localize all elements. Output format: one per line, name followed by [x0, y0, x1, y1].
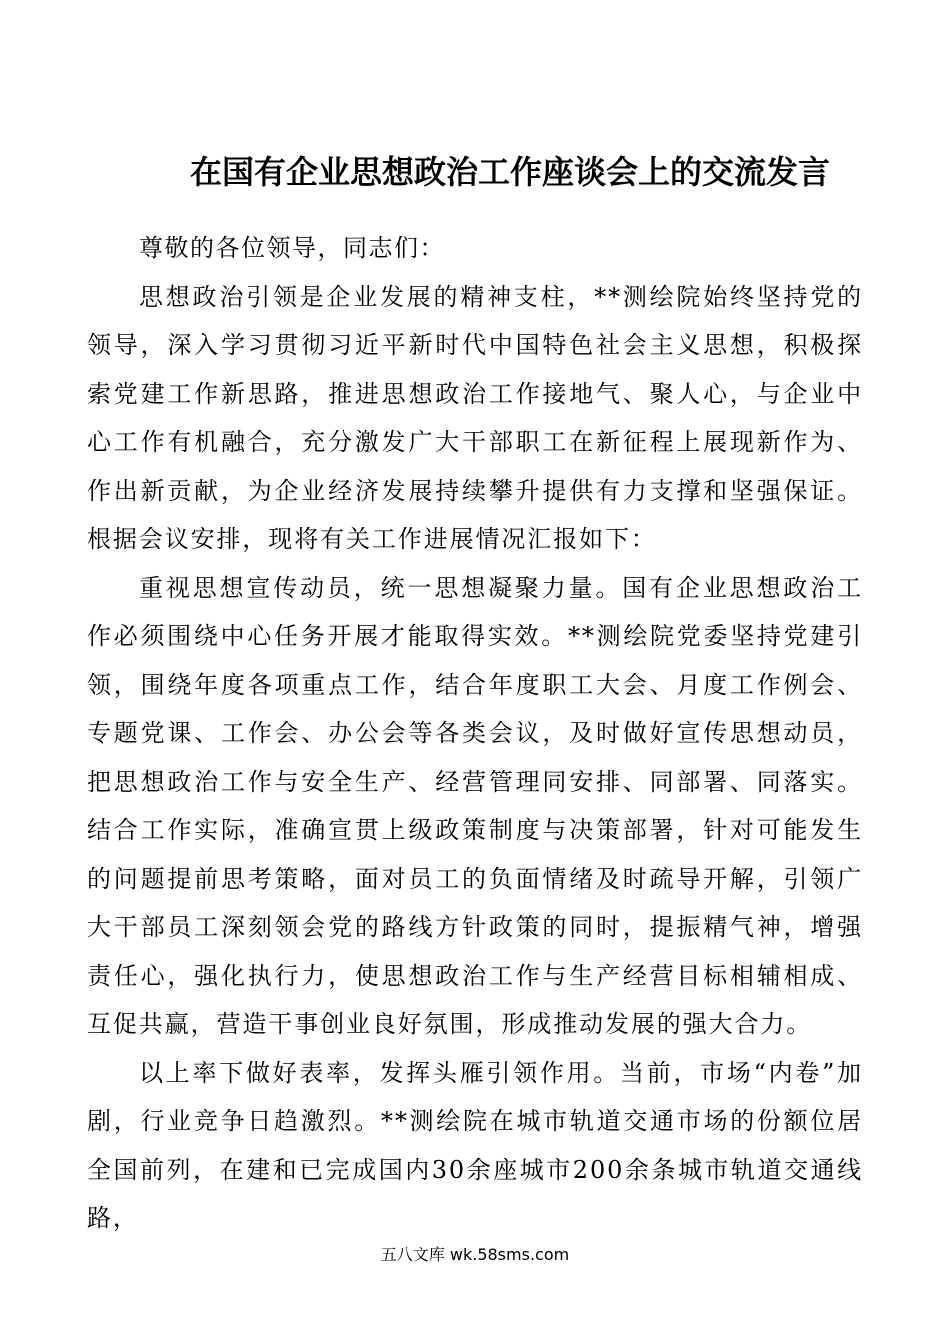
document-title: 在国有企业思想政治工作座谈会上的交流发言 [189, 153, 830, 191]
document-body [87, 224, 863, 1243]
salutation: 尊敬的各位领导，同志们： [139, 234, 445, 262]
paragraph: 重视思想宣传动员，统一思想凝聚力量。国有企业思想政治工作必须围绕中心任务开展才能取得实效。**测绘院党委坚持党建引领，围绕年度各项重点工作，结合年度职工大会、月度工作例会、专题党课、工作会、办公会等各类会议，及时做好宣传思想动员，把思想政治工作与安全生产、经营管理同安排、同部署、同落实。结合工作实际，准确宣贯上级政策制度与决策部署，针对可能发生的问题提前思考策略，面对员工的负面情绪及时疏导开解，引领广大干部员工深刻领会党的路线方针政策的同时，提振精气神，增强责任心，强化执行力，使思想政治工作与生产经营目标相辅相成、互促共赢，营造干事创业良好氛围，形成推动发展的强大合力。 [87, 573, 863, 1038]
paragraph: 思想政治引领是企业发展的精神支柱，**测绘院始终坚持党的领导，深入学习贯彻习近平新时代中国特色社会主义思想，积极探索党建工作新思路，推进思想政治工作接地气、聚人心，与企业中心工作有机融合，充分激发广大干部职工在新征程上展现新作为、作出新贡献，为企业经济发展持续攀升提供有力支撑和坚强保证。根据会议安排，现将有关工作进展情况汇报如下： [87, 282, 863, 553]
paragraph: 以上率下做好表率，发挥头雁引领作用。当前，市场“内卷”加剧，行业竞争日趋激烈。**测绘院在城市轨道交通市场的份额位居全国前列，在建和已完成国内30余座城市200余条城市轨道交通线路， [87, 1058, 863, 1232]
footer-watermark: 五八文库 wk.58sms.com [380, 1245, 570, 1264]
